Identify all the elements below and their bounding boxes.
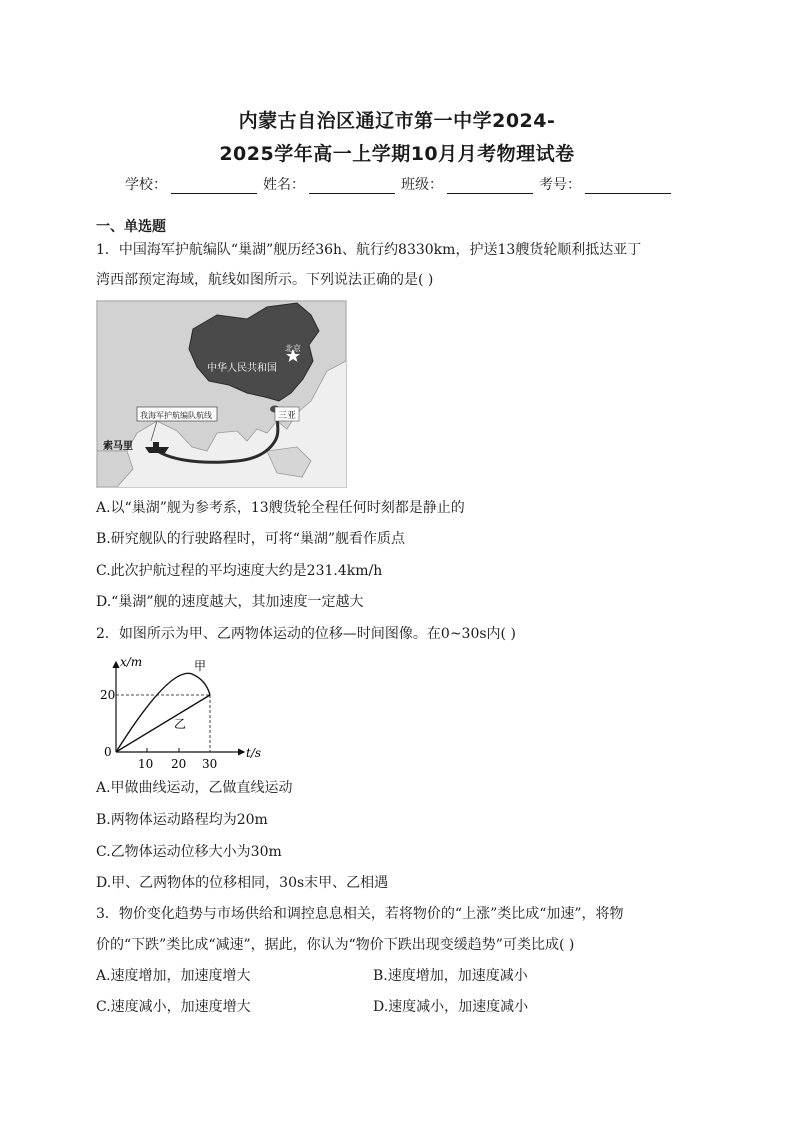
class-blank[interactable] <box>447 178 533 194</box>
map-label-beijing: 北京 <box>285 344 301 353</box>
map-label-china: 中华人民共和国 <box>207 363 277 374</box>
ship-icon <box>145 447 169 453</box>
q1-route-map <box>96 300 347 488</box>
exam-number-field <box>539 174 671 194</box>
name-label: 姓名： <box>263 177 305 193</box>
exam-title-line-2: 2025学年高一上学期10月月考物理试卷 <box>219 143 575 165</box>
map-label-somalia: 索马里 <box>103 441 133 452</box>
class-label: 班级： <box>401 177 443 193</box>
q2-option-b[interactable]: B.两物体运动路程均为20m <box>96 812 268 828</box>
q1-option-d[interactable]: D.“巢湖”舰的速度越大，其加速度一定越大 <box>96 594 364 610</box>
school-field <box>125 174 257 194</box>
student-info-row <box>125 172 685 194</box>
q1-option-a[interactable]: A.以“巢湖”舰为参考系，13艘货轮全程任何时刻都是静止的 <box>96 500 465 516</box>
graph-svg <box>100 656 270 774</box>
school-label: 学校： <box>125 177 167 193</box>
q2-option-a[interactable]: A.甲做曲线运动，乙做直线运动 <box>96 780 293 796</box>
y-axis-label: x/m <box>120 656 143 669</box>
map-label-route: 我海军护航编队航线 <box>140 411 212 420</box>
q3-option-c[interactable]: C.速度减小，加速度增大 <box>96 999 251 1015</box>
q2-displacement-time-graph <box>100 656 270 774</box>
exam-number-label: 考号： <box>539 177 581 193</box>
q1-stem-line-2: 湾西部预定海域，航线如图所示。下列说法正确的是( ) <box>96 272 434 288</box>
ship-cabin <box>153 442 159 447</box>
x-tick-label-20: 20 <box>171 757 187 771</box>
name-blank[interactable] <box>309 178 395 194</box>
exam-number-blank[interactable] <box>585 178 671 194</box>
q3-stem-line-2: 价的“下跌”类比成“减速”，据此，你认为“物价下跌出现变缓趋势”可类比成( ) <box>96 937 575 953</box>
q1-option-b[interactable]: B.研究舰队的行驶路程时，可将“巢湖”舰看作质点 <box>96 531 406 547</box>
q3-option-b[interactable]: B.速度增加，加速度减小 <box>373 968 528 984</box>
q3-option-a[interactable]: A.速度增加，加速度增大 <box>96 968 251 984</box>
class-field <box>401 174 533 194</box>
map-label-sanya: 三亚 <box>278 411 297 421</box>
x-axis-label: t/s <box>246 746 262 760</box>
q2-option-c[interactable]: C.乙物体运动位移大小为30m <box>96 844 282 860</box>
line-yi <box>116 695 210 752</box>
y-tick-20: 20 <box>100 688 116 702</box>
section-heading-single-choice: 一、单选题 <box>96 219 166 235</box>
curve-jia <box>116 673 210 752</box>
q2-stem: 2．如图所示为甲、乙两物体运动的位移—时间图像。在0~30s内( ) <box>96 626 516 642</box>
name-field <box>263 174 395 194</box>
q3-stem-line-1: 3．物价变化趋势与市场供给和调控息息相关，若将物价的“上涨”类比成“加速”，将物 <box>96 906 624 922</box>
q1-stem-line-1: 1．中国海军护航编队“巢湖”舰历经36h、航行约8330km，护送13艘货轮顺利抵达亚丁 <box>96 242 642 258</box>
q1-option-c[interactable]: C.此次护航过程的平均速度大约是231.4km/h <box>96 563 383 579</box>
route-map-svg <box>97 301 346 487</box>
exam-title-line-1: 内蒙古自治区通辽市第一中学2024- <box>238 110 556 132</box>
line-label-yi: 乙 <box>174 717 187 731</box>
school-blank[interactable] <box>171 178 257 194</box>
q2-option-d[interactable]: D.甲、乙两物体的位移相同，30s末甲、乙相遇 <box>96 875 389 891</box>
x-tick-label-30: 30 <box>202 757 218 771</box>
x-tick-label-10: 10 <box>138 757 154 771</box>
origin-label: 0 <box>104 745 112 759</box>
curve-label-jia: 甲 <box>194 659 207 673</box>
q3-option-d[interactable]: D.速度减小，加速度减小 <box>373 999 529 1015</box>
